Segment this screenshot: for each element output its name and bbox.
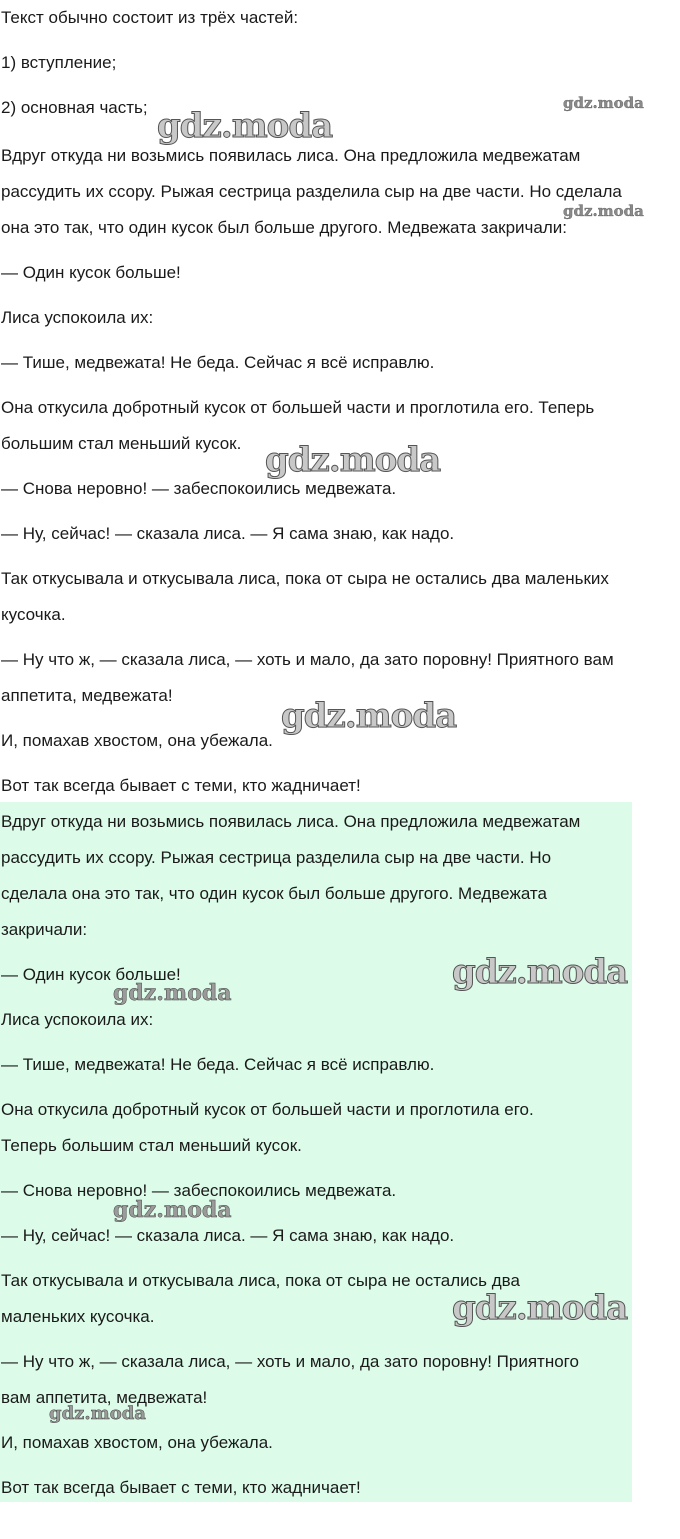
story-line: она это так, что один кусок был больше другого. Медвежата закричали: <box>1 218 567 237</box>
highlight-line: — Ну, сейчас! — сказала лиса. — Я сама знаю, как надо. <box>1 1226 455 1245</box>
intro-line-2: 1) вступление; <box>1 53 117 72</box>
watermark-logo: gdz.moda <box>113 1197 232 1223</box>
document-highlighted-section <box>0 802 632 1502</box>
story-line: аппетита, медвежата! <box>1 686 173 705</box>
highlight-line: Теперь большим стал меньший кусок. <box>1 1136 302 1155</box>
intro-line-1: Текст обычно состоит из трёх частей: <box>1 8 299 27</box>
highlight-line: Она откусила добротный кусок от большей части и проглотила его. <box>1 1100 534 1119</box>
watermark-logo: gdz.moda <box>265 440 441 480</box>
highlight-line: маленьких кусочка. <box>1 1307 155 1326</box>
watermark-logo: gdz.moda <box>452 1288 628 1328</box>
story-line: И, помахав хвостом, она убежала. <box>1 731 273 750</box>
highlight-line: — Ну что ж, — сказала лиса, — хоть и мало, да зато поровну! Приятного <box>1 1352 579 1371</box>
story-line: — Ну что ж, — сказала лиса, — хоть и мало, да зато поровну! Приятного вам <box>1 650 614 669</box>
highlight-line: — Один кусок больше! <box>1 965 181 984</box>
watermark-logo: gdz.moda <box>49 1403 146 1424</box>
watermark-logo: gdz.moda <box>157 106 333 146</box>
story-line: рассудить их ссору. Рыжая сестрица разделила сыр на две части. Но сделала <box>1 182 622 201</box>
highlight-line: сделала она это так, что один кусок был больше другого. Медвежата <box>1 884 547 903</box>
story-line: большим стал меньший кусок. <box>1 434 242 453</box>
highlight-line: закричали: <box>1 920 88 939</box>
story-line: — Один кусок больше! <box>1 263 181 282</box>
story-line: Вдруг откуда ни возьмись появилась лиса. Она предложила медвежатам <box>1 146 581 165</box>
highlight-line: Вдруг откуда ни возьмись появилась лиса. Она предложила медвежатам <box>1 812 581 831</box>
watermark-logo: gdz.moda <box>563 202 644 220</box>
story-line: — Ну, сейчас! — сказала лиса. — Я сама знаю, как надо. <box>1 524 455 543</box>
watermark-logo: gdz.moda <box>563 94 644 112</box>
highlight-line: Вот так всегда бывает с теми, кто жадничает! <box>1 1478 361 1497</box>
highlight-line: И, помахав хвостом, она убежала. <box>1 1433 273 1452</box>
watermark-logo: gdz.moda <box>452 952 628 992</box>
highlight-line: Лиса успокоила их: <box>1 1010 154 1029</box>
intro-line-3: 2) основная часть; <box>1 98 148 117</box>
highlight-line: вам аппетита, медвежата! <box>1 1388 208 1407</box>
story-line: Так откусывала и откусывала лиса, пока от сыра не остались два маленьких <box>1 569 609 588</box>
highlight-line: — Тише, медвежата! Не беда. Сейчас я всё исправлю. <box>1 1055 435 1074</box>
watermark-logo: gdz.moda <box>113 980 232 1006</box>
story-line: — Тише, медвежата! Не беда. Сейчас я всё исправлю. <box>1 353 435 372</box>
story-line: Вот так всегда бывает с теми, кто жадничает! <box>1 776 361 795</box>
story-line: Лиса успокоила их: <box>1 308 154 327</box>
highlight-line: рассудить их ссору. Рыжая сестрица разделила сыр на две части. Но <box>1 848 552 867</box>
story-line: — Снова неровно! — забеспокоились медвежата. <box>1 479 397 498</box>
story-line: кусочка. <box>1 605 66 624</box>
story-line: Она откусила добротный кусок от большей части и проглотила его. Теперь <box>1 398 595 417</box>
watermark-logo: gdz.moda <box>281 696 457 736</box>
highlight-line: Так откусывала и откусывала лиса, пока от сыра не остались два <box>1 1271 520 1290</box>
highlight-line: — Снова неровно! — забеспокоились медвежата. <box>1 1181 397 1200</box>
